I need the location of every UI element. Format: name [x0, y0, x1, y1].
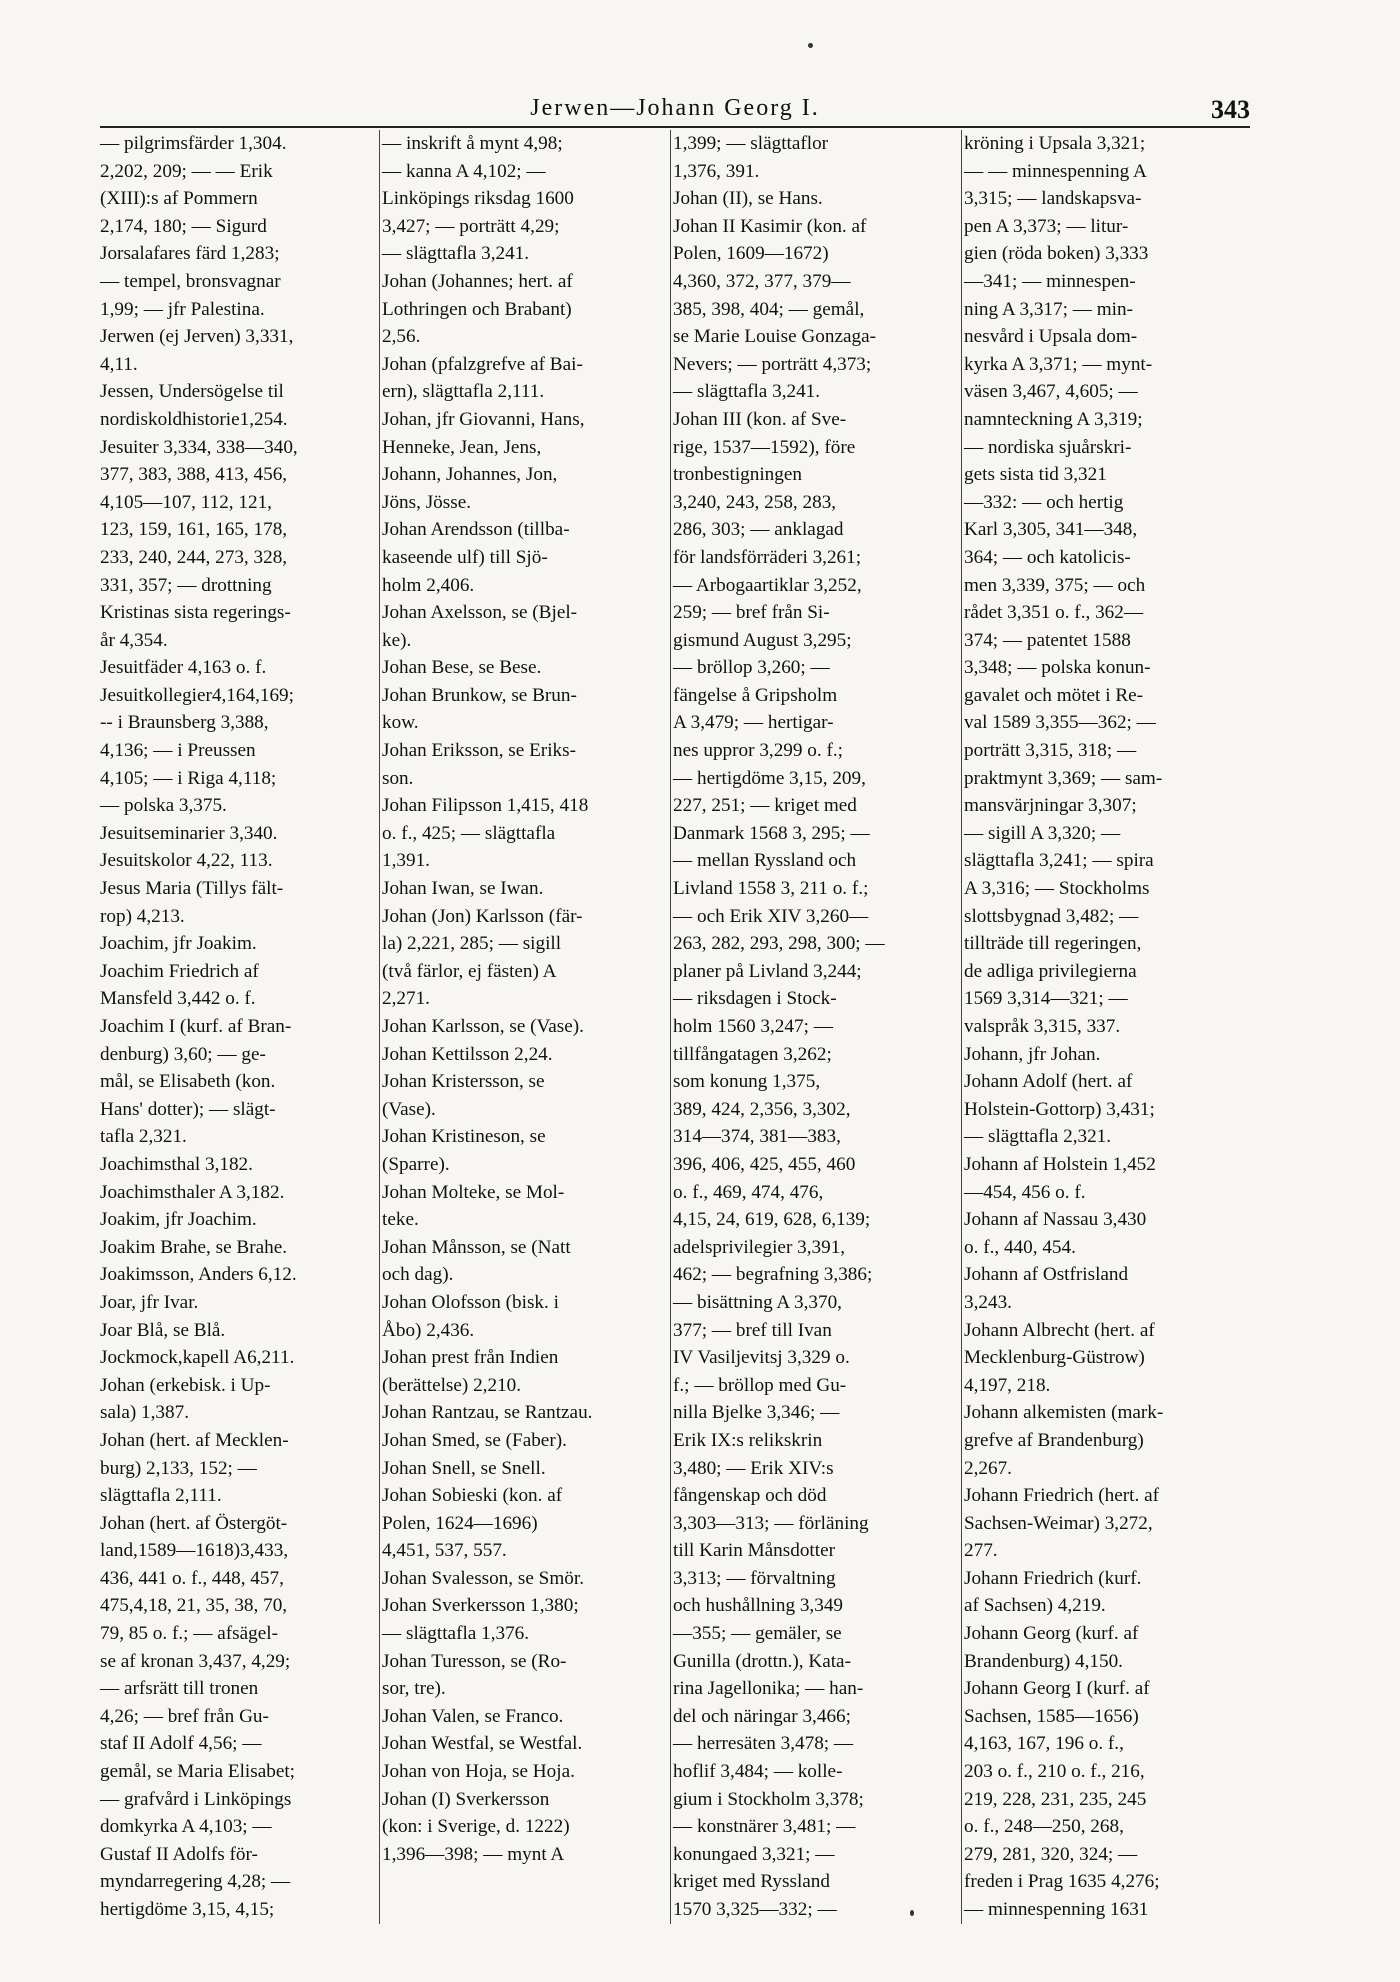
index-line: Johan Eriksson, se Eriks-	[382, 740, 576, 762]
index-line: planer på Livland 3,244;	[673, 960, 862, 982]
index-line: Johan (II), se Hans.	[673, 188, 823, 210]
index-line: (berättelse) 2,210.	[382, 1374, 522, 1396]
index-line: — och Erik XIV 3,260—	[673, 905, 869, 927]
index-line: Jesuitfäder 4,163 o. f.	[100, 657, 267, 679]
index-line: 462; — begrafning 3,386;	[673, 1264, 873, 1286]
index-line: Jockmock,kapell A6,211.	[100, 1347, 295, 1369]
index-line: Johan Kristineson, se	[382, 1126, 546, 1148]
column-3	[673, 130, 960, 1924]
index-line: 377; — bref till Ivan	[673, 1319, 832, 1341]
index-line: Johan Axelsson, se (Bjel-	[382, 602, 578, 624]
index-line: —454, 456 o. f.	[964, 1181, 1086, 1203]
index-line: IV Vasiljevitsj 3,329 o.	[673, 1347, 850, 1369]
index-line: 219, 228, 231, 235, 245	[964, 1788, 1147, 1810]
index-line: 3,348; — polska konun-	[964, 657, 1151, 679]
index-line: Johan Sverkersson 1,380;	[382, 1595, 579, 1617]
index-line: af Sachsen) 4,219.	[964, 1595, 1106, 1617]
index-line: Johan (erkebisk. i Up-	[100, 1374, 271, 1396]
index-line: holm 1560 3,247; —	[673, 1016, 833, 1037]
index-line: nes uppror 3,299 o. f.;	[673, 740, 843, 762]
index-line: — grafvård i Linköpings	[100, 1788, 292, 1810]
index-line: 2,271.	[382, 988, 430, 1010]
index-line: — slägttafla 3,241.	[673, 381, 821, 403]
index-line: fångenskap och död	[673, 1485, 827, 1507]
index-line: A 3,316; — Stockholms	[964, 878, 1150, 900]
index-line: namnteckning A 3,319;	[964, 408, 1143, 430]
index-line: 389, 424, 2,356, 3,302,	[673, 1098, 851, 1120]
index-line: Joakimsson, Anders 6,12.	[100, 1264, 297, 1286]
index-line: 3,315; — landskapsva-	[964, 188, 1142, 210]
index-line: 3,480; — Erik XIV:s	[673, 1457, 834, 1479]
index-line: sala) 1,387.	[100, 1402, 189, 1424]
index-line: — pilgrimsfärder 1,304.	[100, 133, 287, 154]
index-line: Johan II Kasimir (kon. af	[673, 215, 867, 237]
index-line: konungaed 3,321; —	[673, 1843, 835, 1865]
index-line: år 4,354.	[100, 629, 168, 651]
index-line: val 1589 3,355—362; —	[964, 712, 1156, 734]
index-line: tillträde till regeringen,	[964, 933, 1142, 955]
index-line: Johann alkemisten (mark-	[964, 1402, 1164, 1424]
index-line: Johan Arendsson (tillba-	[382, 519, 570, 541]
index-line: Johan Kettilsson 2,24.	[382, 1043, 553, 1065]
index-line: hertigdöme 3,15, 4,15;	[100, 1899, 275, 1920]
index-line: del och näringar 3,466;	[673, 1705, 851, 1727]
index-line: kriget med Ryssland	[673, 1871, 830, 1893]
index-line: Johann Albrecht (hert. af	[964, 1319, 1155, 1341]
index-line: Livland 1558 3, 211 o. f.;	[673, 878, 869, 900]
index-line: 4,197, 218.	[964, 1374, 1051, 1396]
index-line: se Marie Louise Gonzaga-	[673, 326, 876, 348]
index-line: väsen 3,467, 4,605; —	[964, 381, 1138, 403]
index-line: 377, 383, 388, 413, 456,	[100, 464, 288, 486]
print-speck-top	[808, 43, 813, 48]
index-line: la) 2,221, 285; — sigill	[382, 933, 562, 955]
index-line: rina Jagellonika; — han-	[673, 1678, 864, 1700]
page-header	[100, 95, 1250, 127]
index-line: A 3,479; — hertigar-	[673, 712, 834, 734]
index-line: — bisättning A 3,370,	[673, 1291, 842, 1313]
index-line: slägttafla 3,241; — spira	[964, 850, 1154, 872]
index-line: Erik IX:s relikskrin	[673, 1429, 823, 1451]
index-line: 227, 251; — kriget med	[673, 795, 857, 817]
index-line: 4,105—107, 112, 121,	[100, 491, 272, 513]
index-line: —355; — gemäler, se	[673, 1623, 842, 1645]
index-line: — hertigdöme 3,15, 209,	[673, 767, 866, 789]
index-line: Johan Smed, se (Faber).	[382, 1429, 567, 1451]
index-line: 3,427; — porträtt 4,29;	[382, 215, 560, 237]
index-line: Brandenburg) 4,150.	[964, 1650, 1123, 1672]
column-2	[382, 130, 669, 1924]
index-line: 2,202, 209; — — Erik	[100, 160, 273, 182]
index-line: tafla 2,321.	[100, 1126, 187, 1148]
index-line: Henneke, Jean, Jens,	[382, 436, 542, 458]
index-line: pen A 3,373; — litur-	[964, 215, 1129, 237]
index-line: — konstnärer 3,481; —	[673, 1816, 856, 1838]
index-line: gemål, se Maria Elisabet;	[100, 1761, 296, 1783]
index-line: rige, 1537—1592), före	[673, 436, 856, 458]
index-line: 2,56.	[382, 326, 421, 348]
index-line: Johan (Jon) Karlsson (fär-	[382, 905, 583, 927]
index-line: Joar, jfr Ivar.	[100, 1291, 199, 1313]
index-line: Jessen, Undersögelse til	[100, 381, 284, 403]
index-line: —332: — och hertig	[964, 491, 1124, 513]
index-line: (Vase).	[382, 1098, 436, 1120]
index-line: Gunilla (drottn.), Kata-	[673, 1650, 851, 1672]
index-line: — sigill A 3,320; —	[964, 822, 1121, 844]
index-line: Johan (hert. af Östergöt-	[100, 1512, 288, 1534]
index-line: men 3,339, 375; — och	[964, 574, 1146, 596]
index-line: — nordiska sjuårskri-	[964, 436, 1132, 458]
column-1	[100, 130, 378, 1924]
index-line: domkyrka A 4,103; —	[100, 1816, 272, 1838]
index-line: för landsförräderi 3,261;	[673, 546, 862, 568]
index-line: Åbo) 2,436.	[382, 1319, 475, 1341]
index-line: hoflif 3,484; — kolle-	[673, 1761, 843, 1783]
index-line: 1570 3,325—332; —	[673, 1899, 837, 1920]
index-line: Johan Rantzau, se Rantzau.	[382, 1402, 593, 1424]
index-line: 475,4,18, 21, 35, 38, 70,	[100, 1595, 288, 1617]
index-line: (kon: i Sverige, d. 1222)	[382, 1816, 570, 1838]
index-line: Johann Georg I (kurf. af	[964, 1678, 1150, 1700]
index-line: Johan (hert. af Mecklen-	[100, 1429, 289, 1451]
index-line: Johann, jfr Johan.	[964, 1043, 1101, 1065]
index-line: valspråk 3,315, 337.	[964, 1016, 1121, 1037]
index-line: Johann Georg (kurf. af	[964, 1623, 1139, 1645]
page-number: 343	[1211, 95, 1250, 124]
index-line: — herresäten 3,478; —	[673, 1733, 854, 1755]
index-line: land,1589—1618)3,433,	[100, 1540, 289, 1562]
index-line: Johann Adolf (hert. af	[964, 1071, 1133, 1093]
index-line: 1,376, 391.	[673, 160, 760, 182]
index-line: 3,243.	[964, 1291, 1012, 1313]
index-line: 277.	[964, 1540, 998, 1562]
index-line: Jesuiter 3,334, 338—340,	[100, 436, 298, 458]
index-line: 3,240, 243, 258, 283,	[673, 491, 837, 513]
index-line: Johan Westfal, se Westfal.	[382, 1733, 583, 1755]
index-line: 385, 398, 404; — gemål,	[673, 298, 865, 320]
index-line: till Karin Månsdotter	[673, 1540, 835, 1562]
index-line: nesvård i Upsala dom-	[964, 326, 1138, 348]
index-line: 1,391.	[382, 850, 430, 872]
index-line: — arfsrätt till tronen	[100, 1678, 259, 1700]
index-line: adelsprivilegier 3,391,	[673, 1236, 846, 1258]
index-line: 4,451, 537, 557.	[382, 1540, 507, 1562]
index-line: Johann af Ostfrisland	[964, 1264, 1129, 1286]
index-line: ern), slägttafla 2,111.	[382, 381, 545, 403]
index-line: Polen, 1609—1672)	[673, 243, 829, 265]
index-line: gium i Stockholm 3,378;	[673, 1788, 864, 1810]
index-line: 259; — bref från Si-	[673, 602, 830, 624]
index-line: — slägttafla 1,376.	[382, 1623, 530, 1645]
index-line: — slägttafla 3,241.	[382, 243, 530, 265]
index-line: -- i Braunsberg 3,388,	[100, 712, 269, 734]
index-line: Lothringen och Brabant)	[382, 298, 572, 320]
index-line: Jöns, Jösse.	[382, 491, 472, 513]
index-line: freden i Prag 1635 4,276;	[964, 1871, 1160, 1893]
index-line: 1,399; — slägttaflor	[673, 133, 829, 154]
index-line: Johan Kristersson, se	[382, 1071, 545, 1093]
index-line: gien (röda boken) 3,333	[964, 243, 1149, 265]
index-line: — bröllop 3,260; —	[673, 657, 830, 679]
index-line: slägttafla 2,111.	[100, 1485, 222, 1507]
running-title: Jerwen—Johann Georg I.	[530, 95, 820, 121]
index-line: 314—374, 381—383,	[673, 1126, 841, 1148]
index-line: porträtt 3,315, 318; —	[964, 740, 1137, 762]
index-line: Jesuitkollegier4,164,169;	[100, 684, 294, 706]
index-line: kyrka A 3,371; — mynt-	[964, 353, 1153, 375]
index-line: Johann Friedrich (kurf.	[964, 1567, 1142, 1589]
index-line: rådet 3,351 o. f., 362—	[964, 602, 1144, 624]
index-line: Joachim I (kurf. af Bran-	[100, 1016, 292, 1037]
index-line: Karl 3,305, 341—348,	[964, 519, 1138, 541]
index-line: Joakim Brahe, se Brahe.	[100, 1236, 288, 1258]
index-line: (XIII):s af Pommern	[100, 188, 258, 210]
index-line: (två färlor, ej fästen) A	[382, 960, 557, 982]
index-line: tronbestigningen	[673, 464, 802, 486]
index-line: Johan Svalesson, se Smör.	[382, 1567, 585, 1589]
index-line: Danmark 1568 3, 295; —	[673, 822, 870, 844]
index-line: Joar Blå, se Blå.	[100, 1319, 226, 1341]
index-line: 286, 303; — anklagad	[673, 519, 844, 541]
index-line: 3,303—313; — förläning	[673, 1512, 869, 1534]
index-line: Linköpings riksdag 1600	[382, 188, 574, 210]
index-line: 1,396—398; — mynt A	[382, 1843, 565, 1865]
index-columns	[100, 130, 1250, 1920]
index-line: kaseende ulf) till Sjö-	[382, 546, 548, 568]
index-line: —341; — minnespen-	[964, 270, 1136, 292]
index-line: kröning i Upsala 3,321;	[964, 133, 1146, 154]
index-line: Jerwen (ej Jerven) 3,331,	[100, 326, 294, 348]
index-line: o. f., 248—250, 268,	[964, 1816, 1124, 1838]
index-line: Joachim, jfr Joakim.	[100, 933, 257, 955]
index-line: Johan Turesson, se (Ro-	[382, 1650, 567, 1672]
index-line: Johan (pfalzgrefve af Bai-	[382, 353, 583, 375]
index-line: gavalet och mötet i Re-	[964, 684, 1144, 706]
index-line: o. f., 469, 474, 476,	[673, 1181, 824, 1203]
index-line: Jesuitseminarier 3,340.	[100, 822, 278, 844]
index-line: o. f., 440, 454.	[964, 1236, 1076, 1258]
index-line: myndarregering 4,28; —	[100, 1871, 291, 1893]
index-line: Mecklenburg-Güstrow)	[964, 1347, 1145, 1369]
index-line: — riksdagen i Stock-	[673, 988, 837, 1010]
index-line: 4,26; — bref från Gu-	[100, 1705, 269, 1727]
index-line: Nevers; — porträtt 4,373;	[673, 353, 872, 375]
index-line: 203 o. f., 210 o. f., 216,	[964, 1761, 1145, 1783]
index-line: 1,99; — jfr Palestina.	[100, 298, 265, 320]
index-line: Joachimsthal 3,182.	[100, 1153, 253, 1175]
index-line: (Sparre).	[382, 1153, 450, 1175]
index-line: — polska 3,375.	[100, 795, 227, 817]
column-4	[964, 130, 1251, 1924]
index-line: staf II Adolf 4,56; —	[100, 1733, 262, 1755]
index-line: — slägttafla 2,321.	[964, 1126, 1112, 1148]
index-line: teke.	[382, 1209, 419, 1231]
index-line: Holstein-Gottorp) 3,431;	[964, 1098, 1155, 1120]
index-line: Joachim Friedrich af	[100, 960, 259, 982]
index-line: 4,163, 167, 196 o. f.,	[964, 1733, 1124, 1755]
index-line: 123, 159, 161, 165, 178,	[100, 519, 288, 541]
index-line: Johan III (kon. af Sve-	[673, 408, 847, 430]
index-line: — — minnespenning A	[964, 160, 1147, 182]
index-line: nilla Bjelke 3,346; —	[673, 1402, 840, 1424]
index-line: kow.	[382, 712, 419, 734]
index-line: sor, tre).	[382, 1678, 446, 1700]
index-line: Mansfeld 3,442 o. f.	[100, 988, 256, 1010]
index-line: tillfångatagen 3,262;	[673, 1043, 832, 1065]
index-line: 2,174, 180; — Sigurd	[100, 215, 267, 237]
index-line: Johan Karlsson, se (Vase).	[382, 1016, 584, 1037]
index-line: Hans' dotter); — slägt-	[100, 1098, 276, 1120]
index-line: Johan Månsson, se (Natt	[382, 1236, 571, 1258]
index-line: Johan von Hoja, se Hoja.	[382, 1761, 575, 1783]
index-line: Sachsen-Weimar) 3,272,	[964, 1512, 1153, 1534]
index-line: 233, 240, 244, 273, 328,	[100, 546, 288, 568]
index-line: son.	[382, 767, 414, 789]
index-line: Johan prest från Indien	[382, 1347, 559, 1369]
index-line: 364; — och katolicis-	[964, 546, 1131, 568]
index-line: Johan, jfr Giovanni, Hans,	[382, 408, 585, 430]
index-line: Jorsalafares färd 1,283;	[100, 243, 280, 265]
index-line: — tempel, bronsvagnar	[100, 270, 281, 292]
index-line: — mellan Ryssland och	[673, 850, 857, 872]
index-line: ning A 3,317; — min-	[964, 298, 1133, 320]
index-line: 331, 357; — drottning	[100, 574, 272, 596]
index-line: — minnespenning 1631	[964, 1899, 1149, 1920]
index-line: gismund August 3,295;	[673, 629, 852, 651]
index-line: mål, se Elisabeth (kon.	[100, 1071, 276, 1093]
index-line: burg) 2,133, 152; —	[100, 1457, 257, 1479]
index-line: praktmynt 3,369; — sam-	[964, 767, 1163, 789]
index-line: grefve af Brandenburg)	[964, 1429, 1144, 1451]
index-line: Jesus Maria (Tillys fält-	[100, 878, 284, 900]
index-line: som konung 1,375,	[673, 1071, 821, 1093]
index-line: Kristinas sista regerings-	[100, 602, 291, 624]
index-line: Johan Valen, se Franco.	[382, 1705, 564, 1727]
index-line: holm 2,406.	[382, 574, 475, 596]
index-line: Johann af Holstein 1,452	[964, 1153, 1156, 1175]
index-line: Johan (I) Sverkersson	[382, 1788, 550, 1810]
index-line: de adliga privilegierna	[964, 960, 1137, 982]
index-line: 4,105; — i Riga 4,118;	[100, 767, 277, 789]
index-line: nordiskoldhistorie1,254.	[100, 408, 288, 430]
index-line: 4,11.	[100, 353, 138, 375]
index-line: se af kronan 3,437, 4,29;	[100, 1650, 291, 1672]
header-rule	[100, 126, 1250, 128]
index-line: 263, 282, 293, 298, 300; —	[673, 933, 885, 955]
index-line: o. f., 425; — slägttafla	[382, 822, 556, 844]
index-line: gets sista tid 3,321	[964, 464, 1107, 486]
print-speck-bottom	[910, 1910, 914, 1916]
index-line: fängelse å Gripsholm	[673, 684, 838, 706]
index-line: Johan Molteke, se Mol-	[382, 1181, 565, 1203]
index-line: 4,136; — i Preussen	[100, 740, 256, 762]
index-line: Johan Iwan, se Iwan.	[382, 878, 544, 900]
index-line: Johann Friedrich (hert. af	[964, 1485, 1160, 1507]
index-line: f.; — bröllop med Gu-	[673, 1374, 847, 1396]
index-line: och hushållning 3,349	[673, 1595, 844, 1617]
index-line: 374; — patentet 1588	[964, 629, 1131, 651]
index-line: Polen, 1624—1696)	[382, 1512, 538, 1534]
index-line: Jesuitskolor 4,22, 113.	[100, 850, 273, 872]
index-line: — Arbogaartiklar 3,252,	[673, 574, 862, 596]
index-line: Johan Olofsson (bisk. i	[382, 1291, 559, 1313]
index-line: Johann af Nassau 3,430	[964, 1209, 1147, 1231]
index-line: Johan Bese, se Bese.	[382, 657, 542, 679]
index-line: — inskrift å mynt 4,98;	[382, 133, 563, 154]
index-line: 79, 85 o. f.; — afsägel-	[100, 1623, 278, 1645]
index-line: rop) 4,213.	[100, 905, 185, 927]
index-line: slottsbygnad 3,482; —	[964, 905, 1139, 927]
index-line: Johann, Johannes, Jon,	[382, 464, 558, 486]
index-line: Johan (Johannes; hert. af	[382, 270, 573, 292]
index-line: 2,267.	[964, 1457, 1012, 1479]
index-line: 4,360, 372, 377, 379—	[673, 270, 851, 292]
index-line: 3,313; — förvaltning	[673, 1567, 836, 1589]
index-line: och dag).	[382, 1264, 454, 1286]
index-line: Johan Filipsson 1,415, 418	[382, 795, 589, 817]
index-line: — kanna A 4,102; —	[382, 160, 546, 182]
index-line: Johan Brunkow, se Brun-	[382, 684, 577, 706]
index-line: Johan Snell, se Snell.	[382, 1457, 546, 1479]
index-line: 1569 3,314—321; —	[964, 988, 1128, 1010]
index-line: Joakim, jfr Joachim.	[100, 1209, 257, 1231]
index-line: Joachimsthaler A 3,182.	[100, 1181, 285, 1203]
index-line: ke).	[382, 629, 412, 651]
index-line: Gustaf II Adolfs för-	[100, 1843, 258, 1865]
index-line: 279, 281, 320, 324; —	[964, 1843, 1138, 1865]
index-line: mansvärjningar 3,307;	[964, 795, 1137, 817]
index-line: denburg) 3,60; — ge-	[100, 1043, 266, 1065]
index-line: 396, 406, 425, 455, 460	[673, 1153, 856, 1175]
index-line: Johan Sobieski (kon. af	[382, 1485, 563, 1507]
index-line: Sachsen, 1585—1656)	[964, 1705, 1139, 1727]
index-line: 4,15, 24, 619, 628, 6,139;	[673, 1209, 871, 1231]
index-line: 436, 441 o. f., 448, 457,	[100, 1567, 284, 1589]
